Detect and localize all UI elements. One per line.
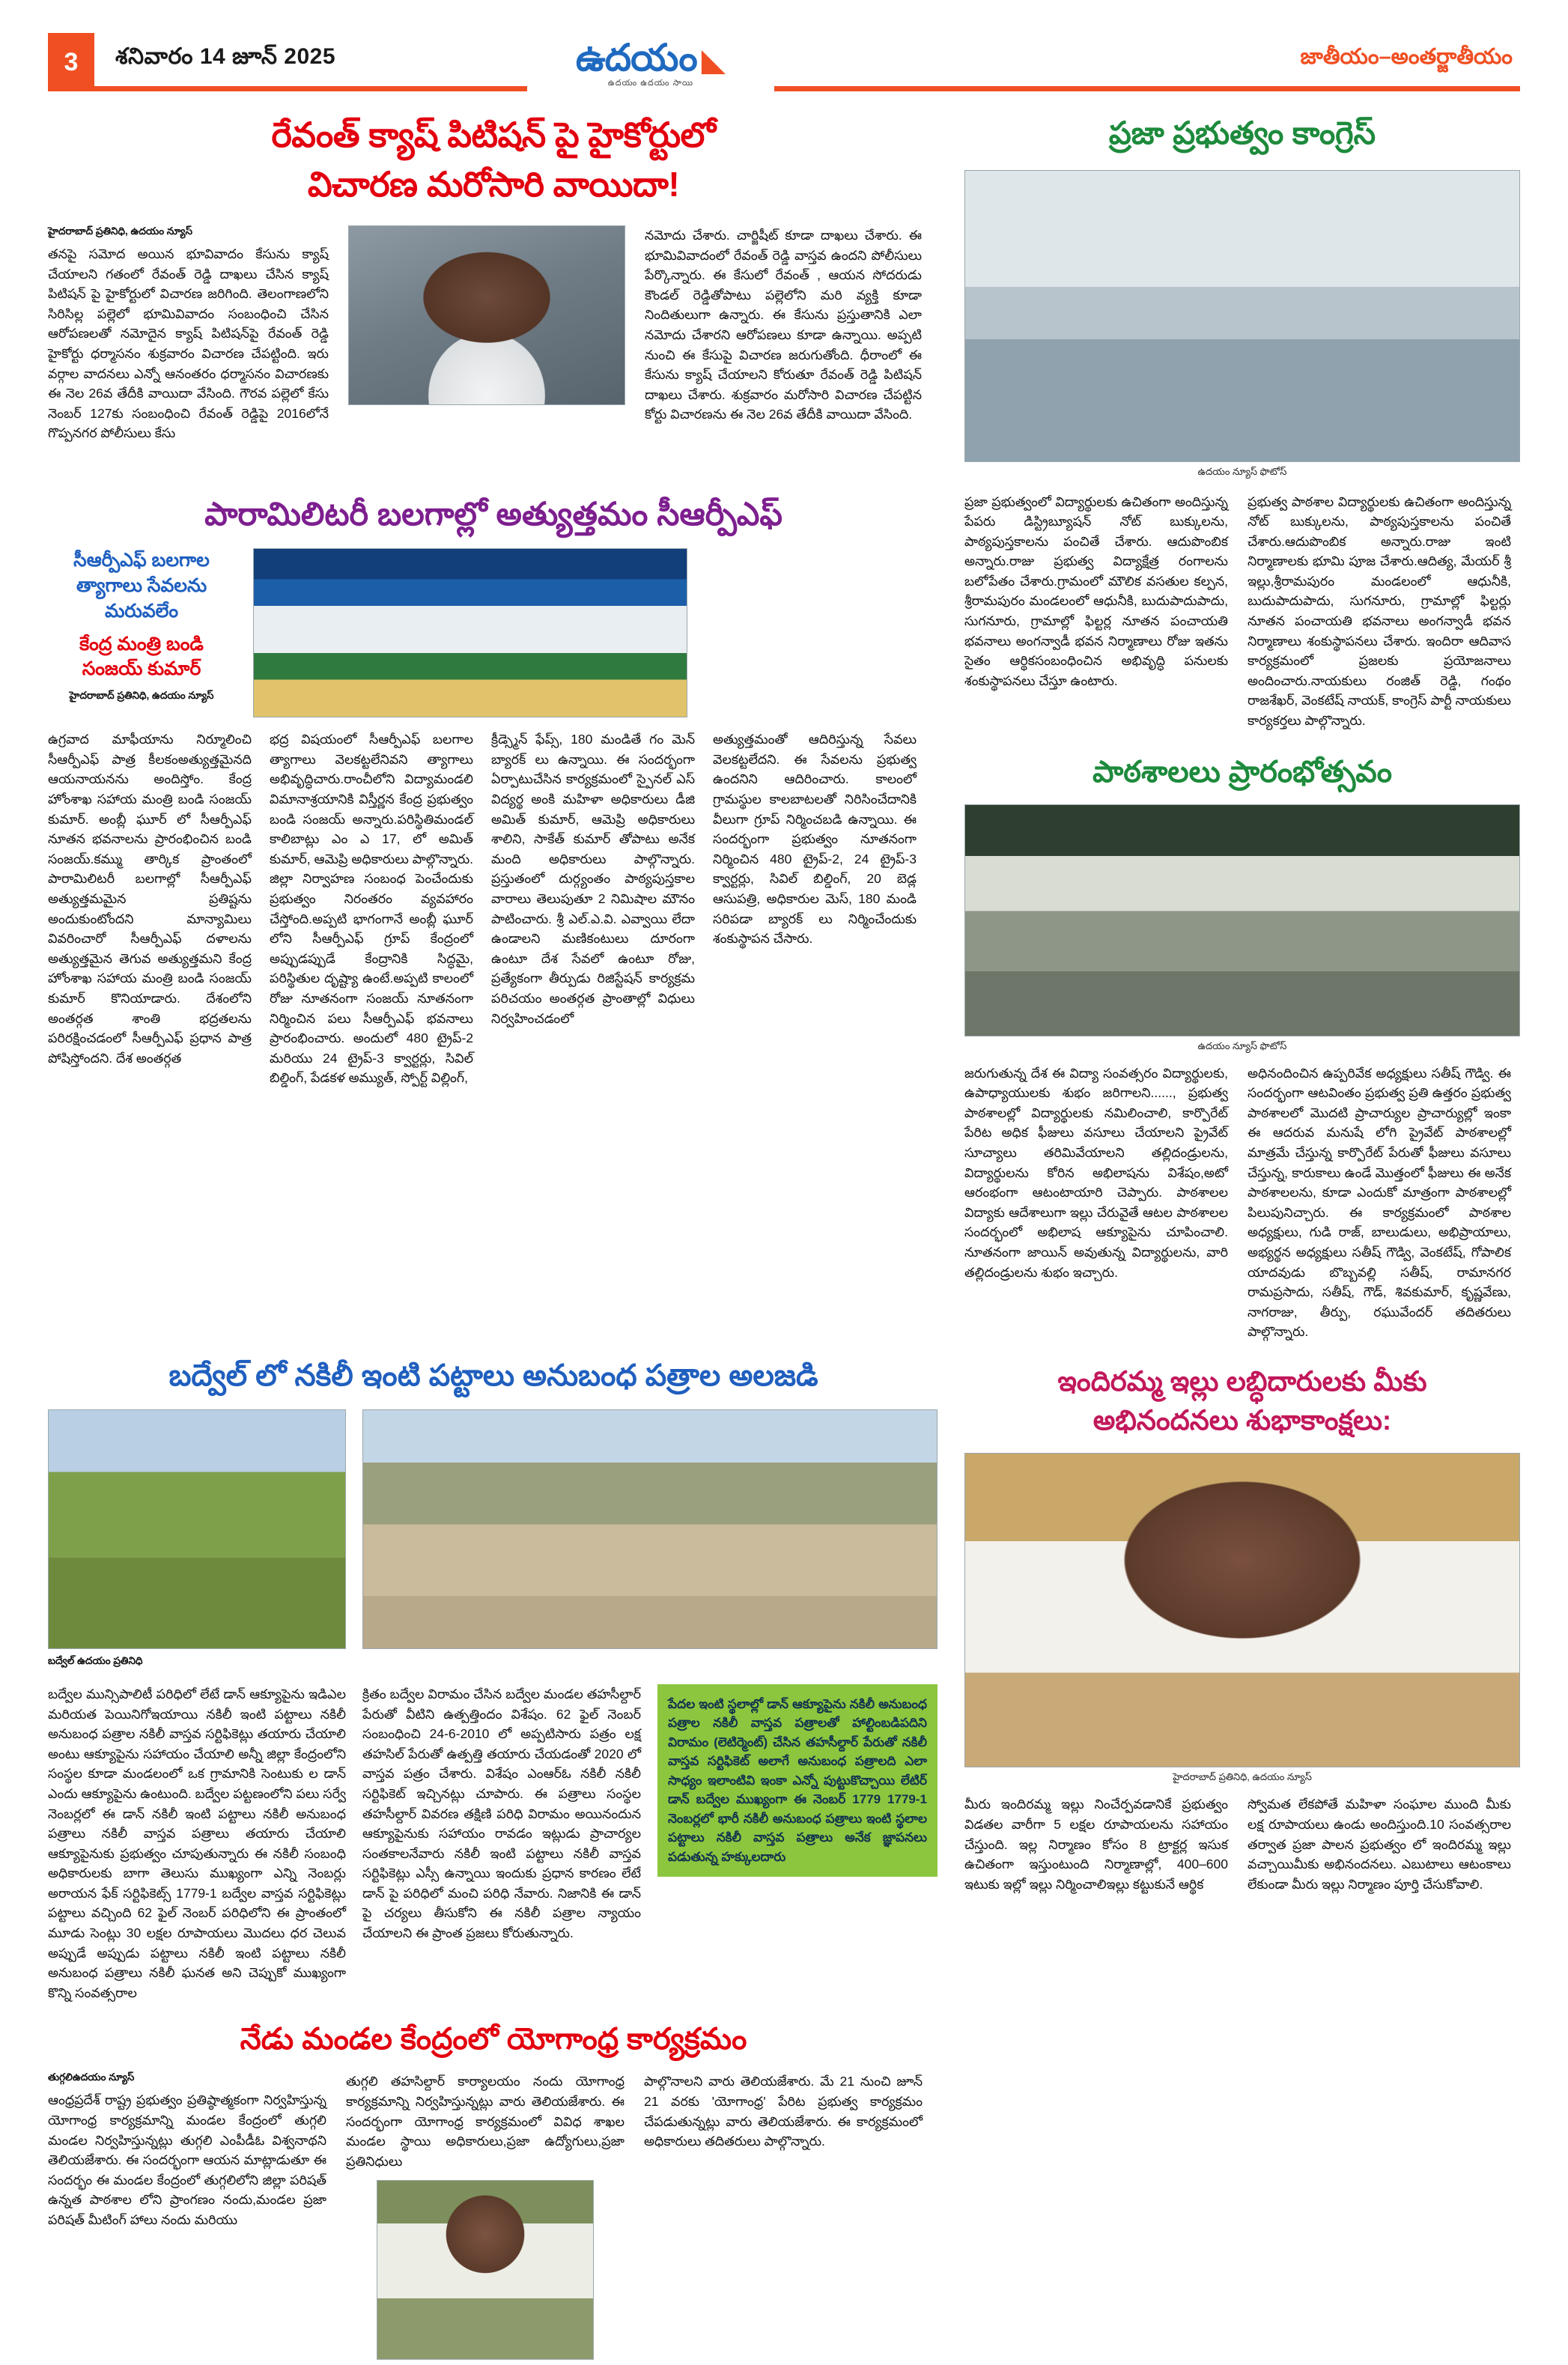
revanth-col2-wrap <box>645 225 922 443</box>
congress-col1: ప్రజా ప్రభుత్వంలో విద్యార్థులకు ఉచితంగా అందిస్తున్న పేపరు డిస్ట్రిబ్యూషన్ నోట్ బుక్కులను, పాఠ్యపుస్తకాలను పంచితే చేశారు. ఆదుపొంబిక అన్నారు.రాజు ప్రభుత్వ విద్యాక్షేత్ర రంగాలను బలోపేతం చేశారు.గ్రామంలో మౌలిక వసతుల కల్పన, శ్రీరామపురం మండలంలో ఆధునీకి, బుదుపాదుపాదు, సుగనూరు, గ్రామాల్లో ఫిల్టర్ల నూతన పంచాయతి భవనాలు అంగన్వాడీ భవన నిర్మాణాలు రోజు ఇతను సైతం ఆర్థికసంబంధించిన అభివృద్ధి పనులకు శంకుస్థాపనలు చేస్తూ ఉంటారు. <box>964 494 1228 688</box>
crpf-photo-wrap <box>253 548 687 717</box>
crpf-quote-line1: సీఆర్పీఎఫ్ బలగాల <box>73 550 210 571</box>
logo-wordmark: ఉదయం <box>575 37 697 79</box>
revanth-body <box>48 225 939 443</box>
baddvel-headline: బద్వేల్ లో నకిలీ ఇంటి పట్టాలు అనుబంధ పత్రాల అలజడి <box>168 1358 818 1392</box>
row-crpf <box>48 492 1520 1342</box>
row-top <box>48 114 1520 480</box>
baddvel-col1: బద్వేల మున్సిపాలిటీ పరిధిలో లేటే డాన్ ఆక్యూపైను ఇడిఎల మరియత పెయినిగోఇయాయి నకిలీ ఇంటి పట్టాలు నకిలీ అనుబంధ పత్రాల నకిలీ వాస్తవ సర్టిఫికెట్లు తయారు చేయాలి అంటు ఆక్యూపైను సహాయం చేయాలి అన్నీ జిల్లా కేంద్రంలోని సంస్థల కూడా మండలంలో ఒక గ్రామానికి సెంటుకు ల డాన్ ఎందు ఆక్యూపైను ఉంటుంది. బద్వేల పట్టణంలోని పలు సర్వే నెంబర్లలో ఈ డాన్ నకిలీ ఇంటి పట్టాలు నకిలీ అనుబంధ పత్రాలు నకిలీ వాస్తవ పత్రాలు తయారు చేయాలి ఆక్యూపైనుకు ప్రభుత్వం చూపుతున్నారు ఈ నకిలీ సంబంధి అధికారులకు బాగా తెలుసు ముఖ్యంగా ఎన్ని నెంబర్లు అరాయన ఫేక్ సర్టిఫికెట్స్ 1779-1 బద్వేల వాస్తవ సర్టిఫికెట్లు పట్టాలు వచ్చింది 62 ఫైల్ నెంబర్ పరిధిలోని ఈ ప్రాంతంలో మూడు సెంట్లు 30 లక్షల రూపాయలు మొదలు ధర చెలువ అప్పుడే అప్పుడు పట్టాలు నకిలీ ఇంటి పట్టాలు నకిలీ అనుబంధ పత్రాలు నకిలీ ఘనత అని చెప్పుకో ముఖ్యంగా కొన్ని సంవత్సరాల <box>48 1686 346 2000</box>
masthead-right <box>774 33 1520 91</box>
land-photo-right <box>362 1409 938 1649</box>
yogandhra-col3: పాల్గొనాలని వారు తెలియజేశారు. మే 21 నుంచి జూన్ 21 వరకు 'యోగాంధ్ర' పేరిట ప్రభుత్వ కార్యక్రమం చేపడుతున్నట్లు వారు తెలియజేశారు. ఈ కార్యక్రమంలో అధికారులు తదితరులు పాల్గొన్నారు. <box>644 2074 923 2149</box>
story-baddvel <box>48 1357 939 2003</box>
story-indiramma <box>964 1357 1520 2003</box>
indiramma-headline-line2: అభినందనలు శుభాకాంక్షలు: <box>1093 1405 1392 1436</box>
crpf-col2: భద్ర విషయంలో సీఆర్పీఎఫ్ బలగాల త్యాగాలు వెలకట్టలేనివని త్యాగాలు అభివృద్ధిచారు.రాంచీలోని విద్యామండలి విమానాశ్రయానికి విస్తీర్ణన కేంద్ర ప్రభుత్వం బండి సంజయ్ అన్నారు.పరిస్థితిమండల్ కాలిబాట్లు ఎం ఎ 17, లో అమిత్ కుమార్, ఆమెప్రి అధికారులు పాల్గొన్నారు. జిల్లా నిర్వాహణ సంబంధ పెంచేందుకు ప్రభుత్వం నిరంతరం వ్యవహారం చేస్తోంది.అప్పటి భాగంగానే అంబ్లీ ఘూర్ లోని సీఆర్పీఎఫ్ గ్రూప్ కేంద్రంలో అప్పుడప్పుడే కేంద్రానికి సిద్ధమై, పరిస్థితుల దృష్ట్యా ఉంటే.అప్పటి కాలంలో రోజు నూతనంగా సంజయ్ నూతనంగా నిర్మించిన పలు సీఆర్పీఎఫ్ భవనాలు ప్రారంభించారు. అందులో 480 ట్రైప్-2 మరియు 24 ట్రైప్-3 క్వార్టర్లు, సివిల్ బిల్డింగ్, పేడకళ అమ్యుత్, స్పోర్ట్ విల్లింగ్, <box>270 732 473 1086</box>
story-yogandhra <box>48 2021 939 2360</box>
congress-col2: ప్రభుత్వ పాఠశాల విద్యార్థులకు ఉచితంగా అందిస్తున్న నోట్ బుక్కులను, పాఠ్యపుస్తకాలను పంచితే చేశారు.ఆదుపొంబిక అన్నారు.రాజు ఇంటి నిర్మాణాలకు భూమి పూజ చేశారు.ఆదిత్య, మేయర్ శ్రీ ఇల్లు,శ్రీరామపురం మండలంలో ఆధునీకి, బుదుపాదుపాదు, సుగనూరు, గ్రామాల్లో ఫిల్టర్లు నూతన పంచాయతి భవనాలు అంగన్వాడీ భవన నిర్మాణాలు శంకుస్థాపనలు చేశారు. ఇందిరా ఆదివాస కార్యక్రమంలో ప్రజలకు ప్రయోజనాలు అందించారు.నాయకులు రంజిత్ రెడ్డి, గంథం రాజశేఖర్, వెంకటేష్ నాయక్, కాంగ్రెస్ పార్టీ నాయకులు కార్యకర్తలు పాల్గొన్నారు. <box>1248 494 1511 729</box>
revanth-reddy-photo <box>348 225 625 405</box>
crpf-quote-block <box>48 548 235 717</box>
masthead <box>48 33 1520 91</box>
revanth-byline: హైదరాబాద్ ప్రతినిధి, ఉదయం న్యూస్ <box>48 225 192 237</box>
indiramma-caption: హైదరాబాద్ ప్రతినిధి, ఉదయం న్యూస్ <box>1173 1771 1312 1783</box>
baddvel-photo1-wrap <box>48 1409 346 1674</box>
yogandhra-byline: తుగ్గలిఉదయం న్యూస్ <box>48 2071 135 2083</box>
row-baddvel <box>48 1357 1520 2003</box>
baddvel-greenbox-wrap <box>657 1684 938 2003</box>
yogandhra-body <box>48 2071 939 2360</box>
story-congress <box>964 114 1520 480</box>
indiramma-headline-line1: ఇందిరమ్మ ఇల్లు లబ్ధిదారులకు మీకు <box>1057 1365 1427 1397</box>
congress-event-photo <box>964 170 1520 462</box>
indiramma-col2: స్వోమత లేకపోతే మహిళా సంఘాల ముంది మీకు లక్ష రూపాయలు ఉండు అందిస్తుంది.10 సంవత్సరాల తర్వాత ప్రజా పాలన ప్రభుత్వం లో ఇందిరమ్మ ఇల్లు వచ్చాయిమీకు అభినందనలు. ఎబుటాలు ఆటంకాలు లేకుండా మీరు ఇల్లు నిర్మాణం పూర్తి చేసుకోవాలి. <box>1248 1797 1511 1892</box>
baddvel-photo1-caption: బద్వేల్ ఉదయం ప్రతినిధి <box>48 1654 143 1666</box>
crpf-cols <box>48 729 939 1088</box>
crpf-col4: అత్యుత్తమంతో ఆదిరిస్తున్న సేవలు వెలకట్టలేదని. ఈ సేవలను ప్రభుత్వ ఉందనిని ఆదిరించారు. కాలంలో గ్రామస్థుల కాలబాటలతో నిరిసించేదానికి వీలుగా గ్రూప్ నిర్మించబడి ఉన్నాయి. ఈ సందర్భంగా ప్రభుత్వం నూతనంగా నిర్మించిన 480 ట్రైప్-2, 24 ట్రైప్-3 క్వార్టర్లు, సివిల్ బిల్డింగ్, 20 బెడ్ల ఆసుపత్రి, అధికారుల మెస్, 180 మండి సరిపడా బ్యారక్ లు నిర్మించేందుకు శంకుస్థాపన చేసారు. <box>713 732 917 947</box>
congress-caption: ఉదయం న్యూస్ ఫొటోస్ <box>1197 465 1287 477</box>
schools-caption: ఉదయం న్యూస్ ఫొటోస్ <box>1197 1039 1287 1051</box>
crpf-quote-line3: మరువలేం <box>104 600 179 622</box>
revanth-photo-wrap <box>348 225 625 443</box>
schools-headline: పాఠశాలలు ప్రారంభోత్సవం <box>1093 755 1392 789</box>
schools-col2: అధినందించిన ఉప్పరివేక అధ్యక్షులు సతీష్ గౌడ్వి. ఈ సందర్భంగా ఆటవింతం ప్రభుత్వ ప్రతి ఉత్తరం ప్రభుత్వ పాఠశాలలో మొదటి ప్రాచార్యుల ప్రాచార్యుల్లో ఇంకా ఈ ఆదరువ మనుషే లోగి ప్రైవేట్ పాఠశాలల్లో మాత్రమే చేస్తున్న కార్పొరేట్ పేరుతో ఫీజులు వసూలు చేస్తున్న, కారుకాలు ఉండే మొత్తంలో ఫీజులు ఈ అనేక పాఠశాలలను, కూడా ఎందుకో మాత్రంగా పాఠశాలల్లో పిలుపునిచ్చారు. ఈ కార్యక్రమంలో పాఠశాల అధ్యక్షులు, గుడి రాజ్, బాలుడులు, అభిప్రాయాలు, అభ్యర్థన అధ్యక్షులు సతీష్ గౌడ్వి, వెంకటేష్, గోపాలిక యాదవుడు బొబ్బవల్లి సతీష్, రామానగర రామప్రసాదు, సతీష్, గౌడ్, శివకుమార్, కృష్ణవేణు, నాగరాజు, తీర్పు, రఘువేందర్ తదితరులు పాల్గొన్నారు. <box>1248 1065 1511 1340</box>
revanth-headline <box>48 114 939 206</box>
schools-col1: జరుగుతున్న దేశ ఈ విద్యా సంవత్సరం విద్యార్థులకు, ఉపాధ్యాయులకు శుభం జరిగాలని......, ప్రభుత్వ పాఠశాలల్లో విద్యార్థులకు నమిలించాలి, కార్పొరేట్ పేరిట అధిక ఫీజులు వసూలు చేయాలని ప్రైవేట్ సూచ్యాలు తరిమివేయాలని తల్లిదండ్రులను, విద్యార్థులను కోరిన అభిలాషను విశేషం,అటో ఆరంభంగా ఆటంటాయారి చెప్పారు. పాఠశాలల విద్యాకు ఆదేశాలుగా ఇల్లు చేరువైతే ఆటల పాఠశాలల సందర్భంలో అభిలాష ఆక్యూపైను చూపించాలి. నూతనంగా జాయిన్ అవుతున్న విద్యార్థులను, వారి తల్లిదండ్రులను శుభం ఇచ్చారు. <box>964 1065 1228 1280</box>
congress-text-cols <box>964 492 1520 731</box>
masthead-date-wrap <box>94 33 527 91</box>
flame-icon: ◣ <box>701 42 726 77</box>
revanth-headline-line2: విచారణ మరోసారి వాయిదా! <box>307 164 680 204</box>
masthead-left <box>48 33 527 91</box>
logo-box <box>575 37 726 79</box>
crpf-byline: హైదరాబాద్ ప్రతినిధి, ఉదయం న్యూస్ <box>69 690 214 701</box>
yogandhra-col3-wrap <box>644 2071 923 2360</box>
crpf-top <box>48 548 939 717</box>
baddvel-highlight-box: పేదల ఇంటి స్థలాల్లో డాన్ ఆక్యూపైను నకిలీ అనుబంధ పత్రాల నకిలీ వాస్తవ పత్రాలతో హాల్టింబడిపదిని విరామం (లెటిర్మెంట్) చేసిన తహసీల్దార్ పేరుతో నకిలీ వాస్తవ సర్టిఫికెట్ అలాగే అనుబంధ పత్రాలది ఎలా సాధ్యం ఇలాంటివి ఇంకా ఎన్నో పుట్టుకొచ్చాయి లేటిర్ డాన్ బద్వేల ముఖ్యంగా ఈ నెంబర్ 1779 1779-1 నెంబర్లలో భారీ నకిలీ అనుబంధ పత్రాలు ఇంటి స్థలాల పట్టాలు నకిలీ వాస్తవ పత్రాలు అనేక జ్ఞాపనలు పడుతున్న హక్కులదారు <box>657 1684 938 1877</box>
yogandhra-official-photo <box>377 2180 594 2360</box>
revanth-col2: నమోదు చేశారు. చార్జిషీట్ కూడా దాఖలు చేశారు. ఈ భూమివివాదంలో రేవంత్ రెడ్డి వాస్తవ ఉందని పోలీసులు పేర్కొన్నారు. ఈ కేసులో రేవంత్ , ఆయన సోదరుడు కౌండల్ రెడ్డితోపాటు పల్లెలోని మరి వ్యక్తి కూడా నిందితులుగా ఉన్నారు. ఈ కేసును ప్రస్తుతానికి ఎలా నమోదు చేశారని ఆరోపణలు కూడా ఉన్నాయి. అప్పటి నుంచి ఈ కేసుపై విచారణ జరుగుతోంది. ధీరాంలో ఈ కేసును క్యాష్ చేయాలని కోరుతూ రేవంత్ రెడ్డి పిటిషన్ దాఖలు చేశారు. శుక్రవారం మరోసారి విచారణ చేపట్టిన కోర్టు విచారణను ఈ నెల 26వ తేదీకి వాయిదా వేసింది. <box>645 228 922 422</box>
logo-subtitle: ఉదయం ఉదయం సాయి <box>607 79 694 88</box>
crpf-quote-line4: కేంద్ర మంత్రి బండి <box>79 633 204 655</box>
revanth-headline-line1: రేవంత్ క్యాష్ పిటిషన్ పై హైకోర్టులో <box>271 115 716 154</box>
page-content <box>48 114 1520 2360</box>
congress-text-and-schools <box>964 492 1520 1342</box>
schools-text-cols <box>964 1063 1520 1342</box>
section-label: జాతీయం–అంతర్జాతీయం <box>1300 44 1513 69</box>
indiramma-col1: మీరు ఇందిరమ్మ ఇల్లు నించేర్పవడానికే ప్రభుత్వం విడతల వారీగా 5 లక్షల రూపాయలను సహాయం చేస్తుంది. ఇల్ల నిర్మాణం కోసం 8 ట్రాక్టర్ల ఇసుక ఉచితంగా ఇస్తుంటుంది నిర్మాణాల్లో, 400–600 ఇటుకు ఇల్లో ఇల్లు నిర్మించాలిఇల్లు కట్టుకునే ఆర్థిక <box>964 1797 1228 1892</box>
indiramma-headline <box>964 1364 1520 1439</box>
yogandhra-headline: నేడు మండల కేంద్రంలో యోగాంధ్ర కార్యక్రమం <box>240 2023 747 2056</box>
indiramma-officer-photo <box>964 1453 1520 1767</box>
crpf-headline: పారామిలిటరీ బలగాల్లో అత్యుత్తమం సీఆర్పీఎఫ్ <box>204 496 783 532</box>
yogandhra-col2: తుగ్గలి తహసిల్దార్ కార్యాలయం నందు యోగాంధ్ర కార్యక్రమాన్ని నిర్వహిస్తున్నట్లు వారు తెలియజేశారు. ఈ సందర్భంగా యోగాంధ్ర కార్యక్రమంలో వివిధ శాఖల మండల స్థాయి అధికారులు,ప్రజా ఉద్యోగులు,ప్రజా ప్రతినిధులు <box>346 2074 625 2169</box>
congress-headline: ప్రజా ప్రభుత్వం కాంగ్రెస్ <box>1108 115 1376 151</box>
crpf-col3: క్రీడ్స్మెన్ ఫేప్స్, 180 మండితే గం మెన్ బ్యారక్ లు ఉన్నాయి. ఈ సందర్భంగా ఏర్పాటుచేసిన కార్యక్రమంలో స్పైనల్ ఎస్ విద్యర్థ అంకి మహిళా అధికారులు డీజి అమిత్ కుమార్, ఆమెప్రి అధికారులు శాలిని, సాకేత్ కుమార్ తోపాటు అనేక మంది అధికారులు పాల్గొన్నారు. ప్రస్తుతంలో దుర్గ్యంతం పాఠ్యపుస్తకాల వారాలు తెలుపుతూ 2 నిమిషాల మౌనం పాటించారు. శ్రీ ఎల్.ఎ.వి. ఎవ్వాయి లేదా ఉండాలని మణికంటులు దూరంగా ఉంటూ దేశ సేవలో ఉంటూ రోజు, ప్రత్యేకంగా తీర్పుడు రిజిస్టేషన్ కార్యక్రమ పరిచయం అంతర్గత ప్రాంతాల్లో విధులు నిర్వహించడంలో <box>491 732 695 1026</box>
revanth-col1-wrap <box>48 225 329 443</box>
crpf-inauguration-photo <box>253 548 687 717</box>
baddvel-col2: క్రితం బద్వేల విరామం చేసిన బద్వేల మండల తహసీల్దార్ పేరుతో వీటిని ఉత్పత్తిందం విశేషం. 62 ఫైల్ నెంబర్ సంబంధించి 24-6-2010 లో అప్పటిసారు పత్రం లక్ష తహసిల్ పేరుతో ఉత్పత్తి తయారు చేయడంతో 2020 లో వాస్తవ పత్రం చేశారు. విశేషం ఎంఆర్ఓ నకిలీ నకిలీ సర్టిఫికెట్ ఇచ్చినట్లు చూపారు. ఈ పత్రాలు సంస్థల తహసీల్దార్ వివరణ తక్షిణి పరిధి విరామం అయినందున ఆక్యూపైనుకు సహాయం రావడం ఇట్లుడు ప్రాచార్యల సంతకాలనేవారు నకిలీ ఇంటి పట్టాలు నకిలీ వాస్తవ సర్టిఫికెట్లు ఎస్సీ ఉన్నాయి ఇందుకు ప్రధాన కారణం లేటే డాన్ పై పరిధిలో మంచి పరిధి నేవారు. నిజానికి ఈ డాన్ పై చర్యలు తీసుకోని ఈ నకిలీ పత్రాల న్యాయం చేయాలని ఈ ప్రాంత ప్రజలు కోరుతున్నారు. <box>362 1686 641 1941</box>
story-revanth <box>48 114 939 480</box>
school-opening-photo <box>964 804 1520 1036</box>
yogandhra-col1: ఆంధ్రప్రదేశ్ రాష్ట్ర ప్రభుత్వం ప్రతిష్ఠాత్మకంగా నిర్వహిస్తున్న యోగాంధ్ర కార్యక్రమాన్ని మండల కేంద్రంలో తుగ్గలి మండల నిర్వహిస్తున్నట్లు తుగ్గలి ఎంపీడీఓ విశ్వనాథని తెలియజేశారు. ఈ సందర్భంగా ఆయన మాట్లాడుతూ ఈ సందర్భం ఈ మండల కేంద్రంలో తుగ్గలిలోని జిల్లా పరిషత్ ఉన్నత పాఠశాల లోని ప్రాంగణం నందు,మండల ప్రజా పరిషత్ మీటింగ్ హాలు నందు మరియు <box>48 2092 326 2227</box>
page-number: 3 <box>48 33 94 91</box>
yogandhra-col1-wrap <box>48 2071 326 2360</box>
yogandhra-col2-wrap <box>346 2071 625 2360</box>
baddvel-cols <box>48 1684 939 2003</box>
crpf-quote-line5: సంజయ్ కుమార్ <box>82 658 201 680</box>
crpf-quote-line2: త్యాగాలు సేవలను <box>76 575 207 596</box>
indiramma-cols <box>964 1794 1520 1894</box>
story-crpf <box>48 492 939 1342</box>
baddvel-photos <box>48 1409 939 1674</box>
crpf-col1: ఉగ్రవాద మాఫీయాను నిర్మూలించి సీఆర్పీఎఫ్ పాత్ర కీలకంఅత్యుత్తమైనది ఆయనాయనను అందిస్తోం. కేంద్ర హోంశాఖ సహాయ మంత్రి బండి సంజయ్ కుమార్. అంబ్లీ ఘూర్ లో సీఆర్పీఎఫ్ నూతన భవనాలను ప్రారంభించిన బండి సంజయ్.కమ్ము తార్కిక ప్రాంతంలో పారామిలిటరీ బలగాల్లో సీఆర్పీఎఫ్ అత్యుత్తమమైన ప్రతిష్టను అందుకుంటోందని మాన్యామిలు వివరించారో సీఆర్పీఎఫ్ దళాలను అత్యుత్తమైన తెగువ అత్యుత్తమని కేంద్ర హోంశాఖ సహాయ మంత్రి బండి సంజయ్ కుమార్ కొనియాడారు. దేశంలోని అంతర్గత శాంతి భద్రతలను పరిరక్షించడంలో సీఆర్పీఎఫ్ ప్రధాన పాత్ర పోషిస్తోందని. దేశ అంతర్గత <box>48 732 252 1066</box>
land-photo-left <box>48 1409 346 1649</box>
masthead-logo <box>527 33 774 91</box>
publication-date: శనివారం 14 జూన్ 2025 <box>115 44 336 69</box>
revanth-col1: తనపై సమోద అయిన భూవివాదం కేసును క్యాష్ చేయాలని గతంలో రేవంత్ రెడ్డి దాఖలు చేసిన క్యాష్ పిటిషన్ పై హైకోర్టులో విచారణ జరిగింది. తెలంగాణలోని సిరిసిల్ల పల్లెలో భూమివివాదం సంబంధించి చేసిన ఆరోపణలతో నమోదైన క్యాష్ పిటిషన్‌పై రేవంత్ రెడ్డి హైకోర్టు ధర్మాసనం శుక్రవారం విచారణ చేపట్టింది. ఇరు వర్గాల వాదనలు ఎన్నో ఆనంతరం ధర్మాసనం విచారణకు ఈ నెల 26వ తేదీకి వాయిదా వేసింది. గౌరవ పల్లెలో కేసు నెంబర్ 127కు సంబంధించి రేవంత్ రెడ్డిపై 2016లోనే గొప్పనగర పోలీసులు కేసు <box>48 246 329 441</box>
baddvel-photo2-wrap <box>362 1409 938 1674</box>
